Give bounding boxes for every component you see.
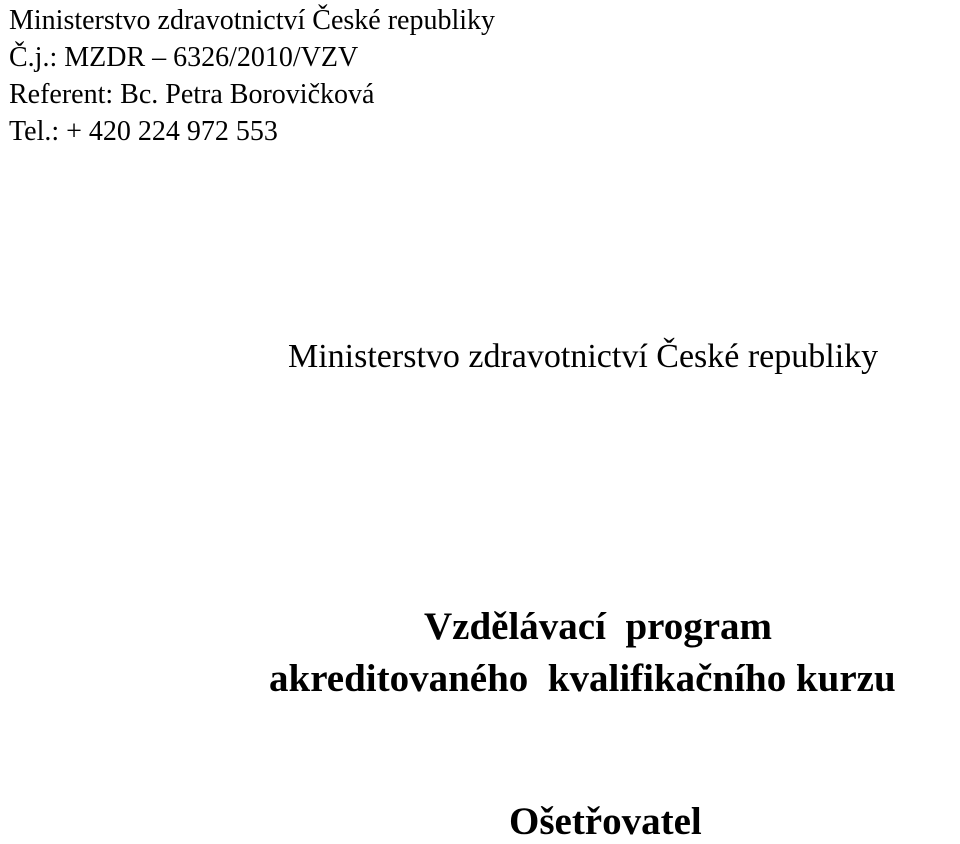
document-header: [9, 2, 495, 150]
title-line-2: akreditovaného kvalifikačního kurzu: [269, 657, 896, 700]
header-ministry: Ministerstvo zdravotnictví České republiky: [9, 5, 496, 36]
header-phone: Tel.: + 420 224 972 553: [9, 116, 278, 147]
title-line-1: Vzdělávací program: [424, 605, 773, 648]
course-name: Ošetřovatel: [509, 800, 702, 843]
header-referent: Referent: Bc. Petra Borovičková: [9, 79, 375, 110]
body-ministry-heading: Ministerstvo zdravotnictví České republiky: [288, 338, 879, 375]
header-reference-number: Č.j.: MZDR – 6326/2010/VZV: [9, 42, 359, 73]
